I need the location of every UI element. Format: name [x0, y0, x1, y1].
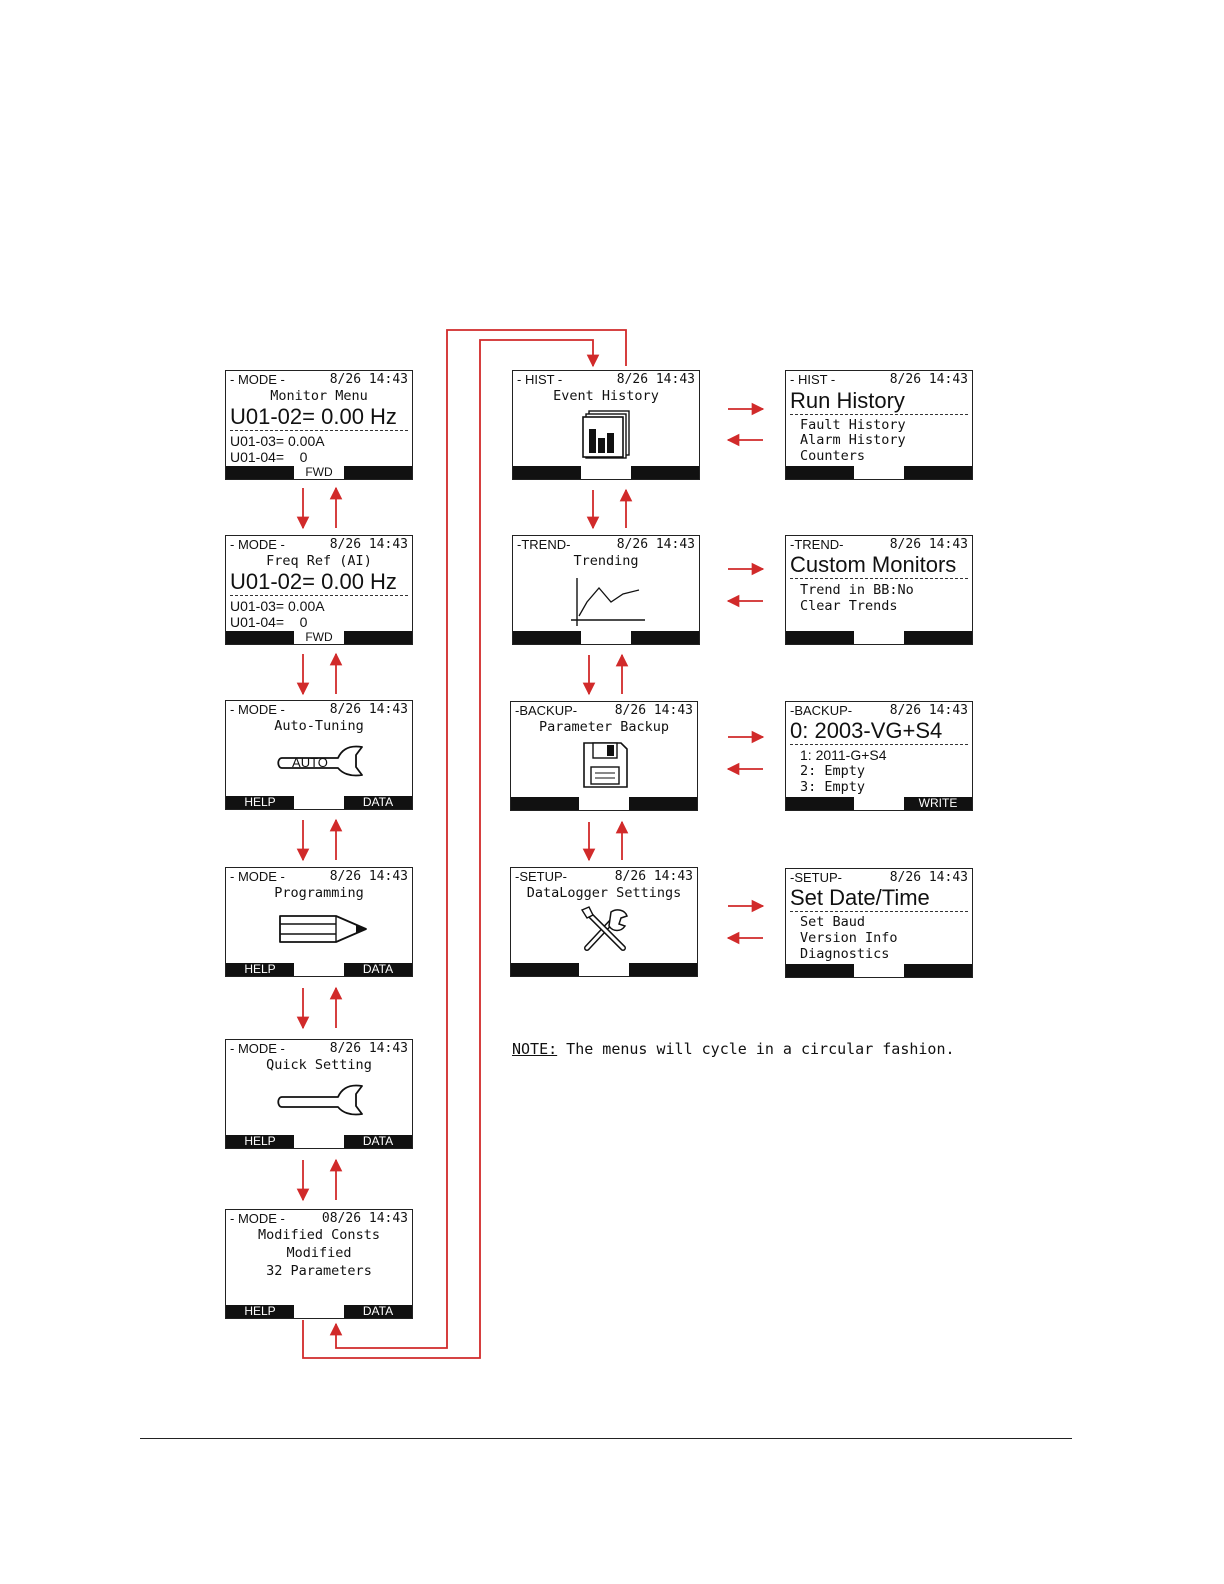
help-softkey[interactable]: HELP [226, 1135, 294, 1148]
screen-mode: - MODE - [230, 537, 285, 552]
auto-label: AUTO [292, 755, 328, 770]
screen-title: Monitor Menu [270, 388, 368, 404]
screen-mode: -TREND- [790, 537, 844, 552]
screen-quick-setting[interactable] [225, 1039, 413, 1149]
screen-mode: - MODE - [230, 1211, 285, 1226]
loop-up-path [336, 330, 626, 1348]
data-softkey[interactable]: DATA [344, 1135, 412, 1148]
softkey-left [786, 466, 854, 479]
help-softkey[interactable]: HELP [226, 796, 294, 809]
screen-backup-slots[interactable] [785, 701, 973, 811]
screen-modified-consts[interactable] [225, 1209, 413, 1319]
screen-mode: - HIST - [790, 372, 836, 387]
softkey-left [226, 631, 294, 644]
screen-mode: - HIST - [517, 372, 563, 387]
screen-line-1: U01-03= 0.00A [230, 598, 325, 614]
softkey-left [226, 466, 294, 479]
note-label: NOTE: [512, 1040, 558, 1058]
softkey-right [631, 466, 699, 479]
screen-line-2: U01-04= 0 [230, 449, 308, 465]
screen-title: Modified Consts [258, 1227, 380, 1243]
screen-programming[interactable] [225, 867, 413, 977]
screen-setup-menu[interactable] [785, 868, 973, 978]
screen-time: 8/26 14:43 [889, 537, 968, 552]
screen-mode: - MODE - [230, 869, 285, 884]
screen-line-2: U01-04= 0 [230, 614, 308, 630]
screen-line-1: Modified [286, 1245, 352, 1261]
screen-custom-monitors[interactable] [785, 535, 973, 645]
screen-time: 8/26 14:43 [329, 1041, 408, 1056]
screen-time: 8/26 14:43 [889, 870, 968, 885]
wrench-icon [276, 745, 372, 787]
screen-big-item: Run History [790, 388, 968, 415]
screen-trending[interactable] [512, 535, 700, 645]
screen-title: Trending [573, 553, 639, 569]
menu-item[interactable]: Fault History [800, 417, 906, 433]
note-text: The menus will cycle in a circular fashion. [557, 1040, 955, 1058]
screen-title: Event History [553, 388, 659, 404]
screen-time: 8/26 14:43 [889, 372, 968, 387]
help-softkey[interactable]: HELP [226, 963, 294, 976]
screen-big-item: 0: 2003-VG+S4 [790, 718, 968, 745]
data-softkey[interactable]: DATA [344, 963, 412, 976]
softkey-right [904, 466, 972, 479]
screen-line-1: U01-03= 0.00A [230, 433, 325, 449]
softkey-right [344, 466, 412, 479]
screen-mode: -TREND- [517, 537, 571, 552]
softkey-right [904, 964, 972, 977]
softkey-right [629, 963, 697, 976]
softkey-left [513, 631, 581, 644]
screen-mode: - MODE - [230, 372, 285, 387]
line-graph-icon [569, 576, 649, 628]
floppy-disk-icon [581, 740, 629, 790]
screen-direction: FWD [305, 465, 333, 479]
softkey-left [511, 797, 579, 810]
screen-title: Programming [274, 885, 364, 901]
screen-auto-tuning[interactable] [225, 700, 413, 810]
screen-mode: - MODE - [230, 1041, 285, 1056]
menu-item[interactable]: Version Info [800, 930, 898, 946]
screen-title: Auto-Tuning [274, 718, 364, 734]
screen-big-item: Set Date/Time [790, 885, 968, 912]
screen-time: 8/26 14:43 [329, 372, 408, 387]
softkey-left [511, 963, 579, 976]
screen-freq-ref[interactable] [225, 535, 413, 645]
screen-event-history[interactable] [512, 370, 700, 480]
screen-parameter-backup[interactable] [510, 701, 698, 811]
pencil-icon [276, 912, 372, 946]
screen-title: Quick Setting [266, 1057, 372, 1073]
screen-time: 08/26 14:43 [321, 1211, 408, 1226]
screen-title: DataLogger Settings [526, 885, 682, 901]
menu-item[interactable]: 1: 2011-G+S4 [800, 747, 887, 763]
loop-down-path [303, 340, 593, 1358]
softkey-right [344, 631, 412, 644]
screen-time: 8/26 14:43 [889, 703, 968, 718]
menu-item[interactable]: Counters [800, 448, 866, 464]
screen-monitor-menu[interactable] [225, 370, 413, 480]
data-softkey[interactable]: DATA [344, 1305, 412, 1318]
write-softkey[interactable]: WRITE [904, 797, 972, 810]
screen-time: 8/26 14:43 [616, 537, 695, 552]
menu-item[interactable]: 2: Empty [800, 763, 866, 779]
data-softkey[interactable]: DATA [344, 796, 412, 809]
screen-big-item: Custom Monitors [790, 552, 968, 579]
menu-item[interactable]: 3: Empty [800, 779, 866, 795]
wrench-icon [276, 1084, 372, 1126]
screen-datalogger-settings[interactable] [510, 867, 698, 977]
softkey-right [631, 631, 699, 644]
screen-time: 8/26 14:43 [614, 869, 693, 884]
menu-item[interactable]: Trend in BB:No [800, 582, 914, 598]
menu-item[interactable]: Set Baud [800, 914, 866, 930]
screen-time: 8/26 14:43 [616, 372, 695, 387]
softkey-left [786, 631, 854, 644]
screen-run-history[interactable] [785, 370, 973, 480]
menu-item[interactable]: Diagnostics [800, 946, 890, 962]
screen-time: 8/26 14:43 [329, 869, 408, 884]
tools-icon [579, 906, 631, 956]
screen-time: 8/26 14:43 [329, 702, 408, 717]
screen-mode: -BACKUP- [790, 703, 853, 718]
menu-item[interactable]: Clear Trends [800, 598, 898, 614]
screen-line-2: 32 Parameters [266, 1263, 372, 1279]
softkey-left [786, 797, 854, 810]
screen-mode: - MODE - [230, 702, 285, 717]
screen-title: Parameter Backup [538, 719, 670, 735]
screen-mode: -BACKUP- [515, 703, 578, 718]
softkey-left [786, 964, 854, 977]
screen-time: 8/26 14:43 [614, 703, 693, 718]
screen-big-readout: U01-02= 0.00 Hz [230, 404, 408, 431]
softkey-right [904, 631, 972, 644]
bar-chart-icon [579, 407, 635, 459]
softkey-right [629, 797, 697, 810]
screen-big-readout: U01-02= 0.00 Hz [230, 569, 408, 596]
screen-mode: -SETUP- [515, 869, 567, 884]
menu-item[interactable]: Alarm History [800, 432, 906, 448]
cycle-note [512, 1040, 955, 1058]
screen-title: Freq Ref (AI) [266, 553, 372, 569]
screen-time: 8/26 14:43 [329, 537, 408, 552]
screen-mode: -SETUP- [790, 870, 842, 885]
softkey-left [513, 466, 581, 479]
page-rule [140, 1438, 1072, 1439]
screen-direction: FWD [305, 630, 333, 644]
help-softkey[interactable]: HELP [226, 1305, 294, 1318]
